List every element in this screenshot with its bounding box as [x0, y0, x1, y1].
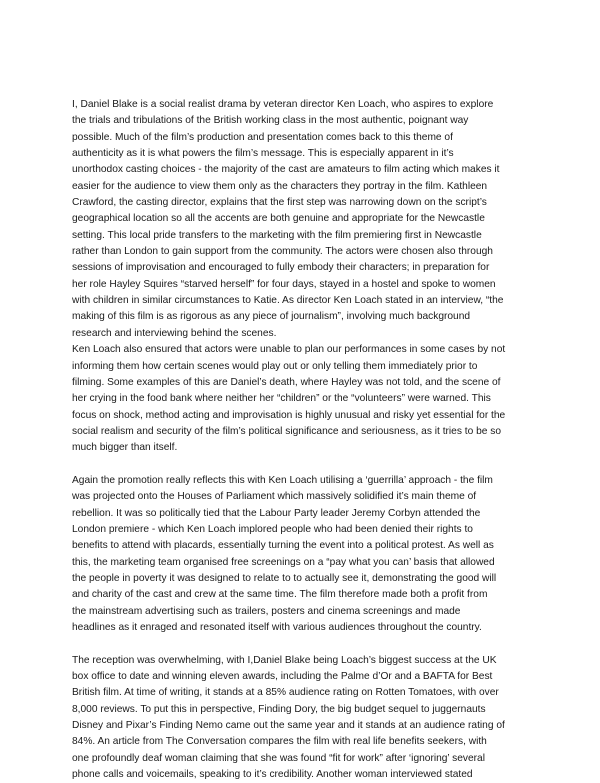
text-line: 8,000 reviews. To put this in perspective, Finding Dory, the big budget sequel to juggernauts [72, 703, 486, 715]
text-line: setting. This local pride transfers to the marketing with the film premiering first in Newcastle [72, 229, 482, 241]
text-line: Ken Loach also ensured that actors were unable to plan our performances in some cases by not [72, 344, 506, 356]
text-line: sessions of improvisation and encouraged to fully embody their characters; in preparation for [72, 262, 490, 274]
text-line: Disney and Pixar’s Finding Nemo came out the same year and it stands at an audience rating of [72, 720, 505, 732]
paragraph-casting [72, 97, 534, 342]
text-line: possible. Much of the film’s production and presentation comes back to this theme of [72, 131, 453, 143]
text-line: headlines as it enraged and resonated itself with various audiences throughout the country. [72, 622, 482, 633]
text-line: focus on shock, method acting and improvisation is highly unusual and risky yet essential for the [72, 409, 506, 421]
text-line: one profoundly deaf woman claiming that she was found “fit for work” after ‘ignoring’ several [72, 752, 485, 764]
text-line: with children in similar circumstances to Katie. As director Ken Loach stated in an interview, “the [72, 295, 504, 307]
text-line: the people in poverty it was designed to relate to to actually see it, demonstrating the good will [72, 572, 497, 584]
document-page [72, 97, 534, 783]
text-line: The reception was overwhelming, with I,Daniel Blake being Loach’s biggest success at the UK [72, 654, 497, 666]
text-line: Again the promotion really reflects this with Ken Loach utilising a ‘guerrilla’ approach - the film [72, 474, 493, 486]
text-line: British film. At time of writing, it stands at a 85% audience rating on Rotten Tomatoes, with over [72, 687, 499, 699]
paragraph-spacer [72, 636, 534, 652]
text-line: benefits to attend with placards, essentially turning the event into a political protest. As well as [72, 540, 494, 552]
text-line: rather than London to gain support from the community. The actors were chosen also through [72, 246, 493, 258]
text-line: unorthodox casting choices - the majority of the cast are amateurs to film acting which makes it [72, 164, 500, 176]
text-line: 84%. An article from The Conversation compares the film with real life benefits seekers, with [72, 736, 487, 748]
text-line: phone calls and voicemails, speaking to it’s credibility. Another woman interviewed stated [72, 769, 473, 781]
text-line: easier for the audience to view them only as the characters they portray in the film. Kathleen [72, 180, 488, 192]
text-line: I, Daniel Blake is a social realist drama by veteran director Ken Loach, who aspires to explore [72, 99, 494, 110]
paragraph-spacer [72, 457, 534, 473]
text-line: was projected onto the Houses of Parliament which massively solidified it’s main theme of [72, 491, 477, 503]
text-line: Crawford, the casting director, explains that the first step was narrowing down on the script’s [72, 197, 487, 209]
text-line: much bigger than itself. [72, 442, 178, 454]
text-line: geographical location so all the accents are both genuine and appropriate for the Newcastle [72, 213, 485, 225]
text-line: informing them how certain scenes would play out or only telling them immediately prior to [72, 360, 478, 372]
text-line: social realism and security of the film’s political significance and seriousness, as it tries to be so [72, 425, 502, 437]
paragraph-performances [72, 342, 534, 456]
paragraph-promotion [72, 473, 534, 636]
text-line: her role Hayley Squires “starved herself” for four days, stayed in a hostel and spoke to women [72, 278, 496, 290]
text-line: authenticity as it is what powers the film’s message. This is especially apparent in it’s [72, 148, 454, 160]
text-line: making of this film is as rigorous as any piece of journalism”, involving much background [72, 311, 471, 323]
text-line: research and interviewing behind the scenes. [72, 327, 277, 339]
text-line: London premiere - which Ken Loach implored people who had been denied their rights to [72, 523, 473, 535]
text-line: and charity of the cast and crew at the same time. The film therefore made both a profit from [72, 589, 488, 601]
text-line: filming. Some examples of this are Daniel’s death, where Hayley was not told, and the scene of [72, 376, 501, 388]
text-line: this, the marketing team organised free screenings on a “pay what you can’ basis that allowed [72, 556, 495, 568]
text-line: the trials and tribulations of the British working class in the most authentic, poignant way [72, 115, 469, 127]
text-line: her crying in the food bank where neither her “children” or the “volunteers” were warned. This [72, 393, 491, 405]
text-line: the mainstream advertising such as trailers, posters and cinema screenings and made [72, 605, 461, 617]
paragraph-reception [72, 653, 534, 783]
text-line: rebellion. It was so politically tied that the Labour Party leader Jeremy Corbyn attended the [72, 507, 481, 519]
text-line: box office to date and winning eleven awards, including the Palme d’Or and a BAFTA for Best [72, 671, 493, 683]
